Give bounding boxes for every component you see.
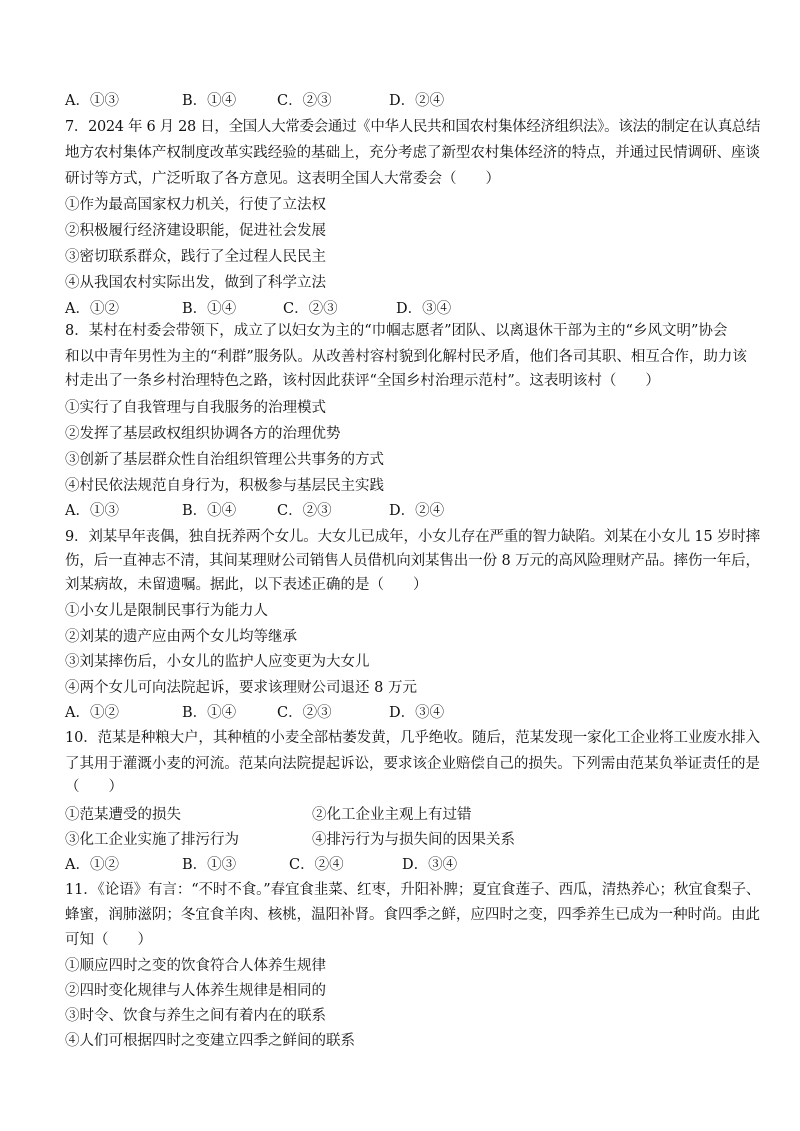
q9-stem-line: 伤，后一直神志不清，其间某理财公司销售人员借机向刘某售出一份 8 万元的高风险理财产品。摔伤一年后， [65,553,760,569]
q10-stem-line: 了其用于灌溉小麦的河流。范某向法院提起诉讼，要求该企业赔偿自己的损失。下列需由范某负举证责任的是 [65,756,760,772]
q10-option-a: A．①② [65,857,119,873]
q7-stem-line: 7．2024 年 6 月 28 日，全国人大常委会通过《中华人民共和国农村集体经济组织法》。该法的制定在认真总结 [65,119,761,135]
q7-statement: ③密切联系群众，践行了全过程人民民主 [65,249,326,265]
q8-statement: ④村民依法规范自身行为，积极参与基层民主实践 [65,478,384,494]
q11-statement: ②四时变化规律与人体养生规律是相同的 [65,983,326,999]
q10-statement-row [65,831,745,849]
q9-statement: ①小女儿是限制民事行为能力人 [65,603,268,619]
q7-option-d: D．③④ [396,301,452,317]
q8-statement: ①实行了自我管理与自我服务的治理模式 [65,400,326,416]
q9-option-b: B．①④ [182,705,237,721]
q6-option-d: D．②④ [389,93,445,109]
q10-option-b: B．①③ [182,857,237,873]
q10-options [65,856,745,874]
q8-option-c: C．②③ [277,503,332,519]
q10-stem-line: 10．范某是种粮大户，其种植的小麦全部枯萎发黄，几乎绝收。随后，范某发现一家化工企业将工业废水排入 [65,730,760,746]
q10-statement-row [65,806,745,824]
q8-stem-line: 和以中青年男性为主的“利群”服务队。从改善村容村貌到化解村民矛盾，他们各司其职、相互合作，助力该 [65,349,747,365]
q6-option-c: C．②③ [277,93,332,109]
q8-stem-line: 8．某村在村委会带领下，成立了以妇女为主的“巾帼志愿者”团队、以离退休干部为主的“乡风文明”协会 [65,323,728,339]
q8-option-d: D．②④ [389,503,445,519]
q9-options [65,704,745,722]
q7-statement: ④从我国农村实际出发，做到了科学立法 [65,275,326,291]
q9-option-c: C．②③ [277,705,332,721]
q10-option-d: D．③④ [402,857,458,873]
q7-statement: ①作为最高国家权力机关，行使了立法权 [65,197,326,213]
q10-statement: ③化工企业实施了排污行为 [65,832,239,848]
q11-stem-line: 蜂蜜，润肺滋阴；冬宜食羊肉、核桃，温阳补肾。食四季之鲜，应四时之变，四季养生已成为一种时尚。由此 [65,907,760,923]
q8-statement: ②发挥了基层政权组织协调各方的治理优势 [65,426,341,442]
q8-statement: ③创新了基层群众性自治组织管理公共事务的方式 [65,452,384,468]
q7-option-c: C．②③ [283,301,338,317]
q8-stem-line: 村走出了一条乡村治理特色之路，该村因此获评“全国乡村治理示范村”。这表明该村（ ） [65,373,660,389]
q11-statement: ③时令、饮食与养生之间有着内在的联系 [65,1008,326,1024]
q10-statement: ④排污行为与损失间的因果关系 [312,832,515,848]
q9-statement: ③刘某摔伤后，小女儿的监护人应变更为大女儿 [65,654,370,670]
q9-option-a: A．①② [65,705,119,721]
q6-option-a: A．①③ [65,93,119,109]
q10-statement: ②化工企业主观上有过错 [312,807,472,823]
q11-statement: ④人们可根据四时之变建立四季之鲜间的联系 [65,1033,355,1049]
q7-statement: ②积极履行经济建设职能，促进社会发展 [65,223,326,239]
q9-statement: ②刘某的遗产应由两个女儿均等继承 [65,629,297,645]
q9-stem-line: 刘某病故，未留遗嘱。据此，以下表述正确的是（ ） [65,577,428,593]
q8-options [65,502,745,520]
q11-stem-line: 11．《论语》有言：“不时不食。”春宜食韭菜、红枣，升阳补脾；夏宜食莲子、西瓜，清热养心；秋宜食梨子、 [65,882,761,898]
q7-option-b: B．①④ [182,301,237,317]
q9-option-d: D．③④ [389,705,445,721]
q10-option-c: C．②④ [289,857,344,873]
q7-stem-line: 地方农村集体产权制度改革实践经验的基础上，充分考虑了新型农村集体经济的特点，并通过民情调研、座谈 [65,145,760,161]
q7-option-a: A．①② [65,301,119,317]
q10-stem-line: （ ） [65,779,123,795]
q6-options [65,92,745,110]
q6-option-b: B．①④ [182,93,237,109]
q7-stem-line: 研讨等方式，广泛听取了各方意见。这表明全国人大常委会（ ） [65,171,500,187]
q9-stem-line: 9．刘某早年丧偶，独自抚养两个女儿。大女儿已成年，小女儿存在严重的智力缺陷。刘某在小女儿 15 岁时摔 [65,529,760,545]
q11-stem-line: 可知（ ） [65,932,152,948]
q7-options [65,300,745,318]
q9-statement: ④两个女儿可向法院起诉，要求该理财公司退还 8 万元 [65,680,417,696]
q10-statement: ①范某遭受的损失 [65,807,181,823]
q11-statement: ①顺应四时之变的饮食符合人体养生规律 [65,958,326,974]
q8-option-b: B．①④ [182,503,237,519]
q8-option-a: A．①③ [65,503,119,519]
